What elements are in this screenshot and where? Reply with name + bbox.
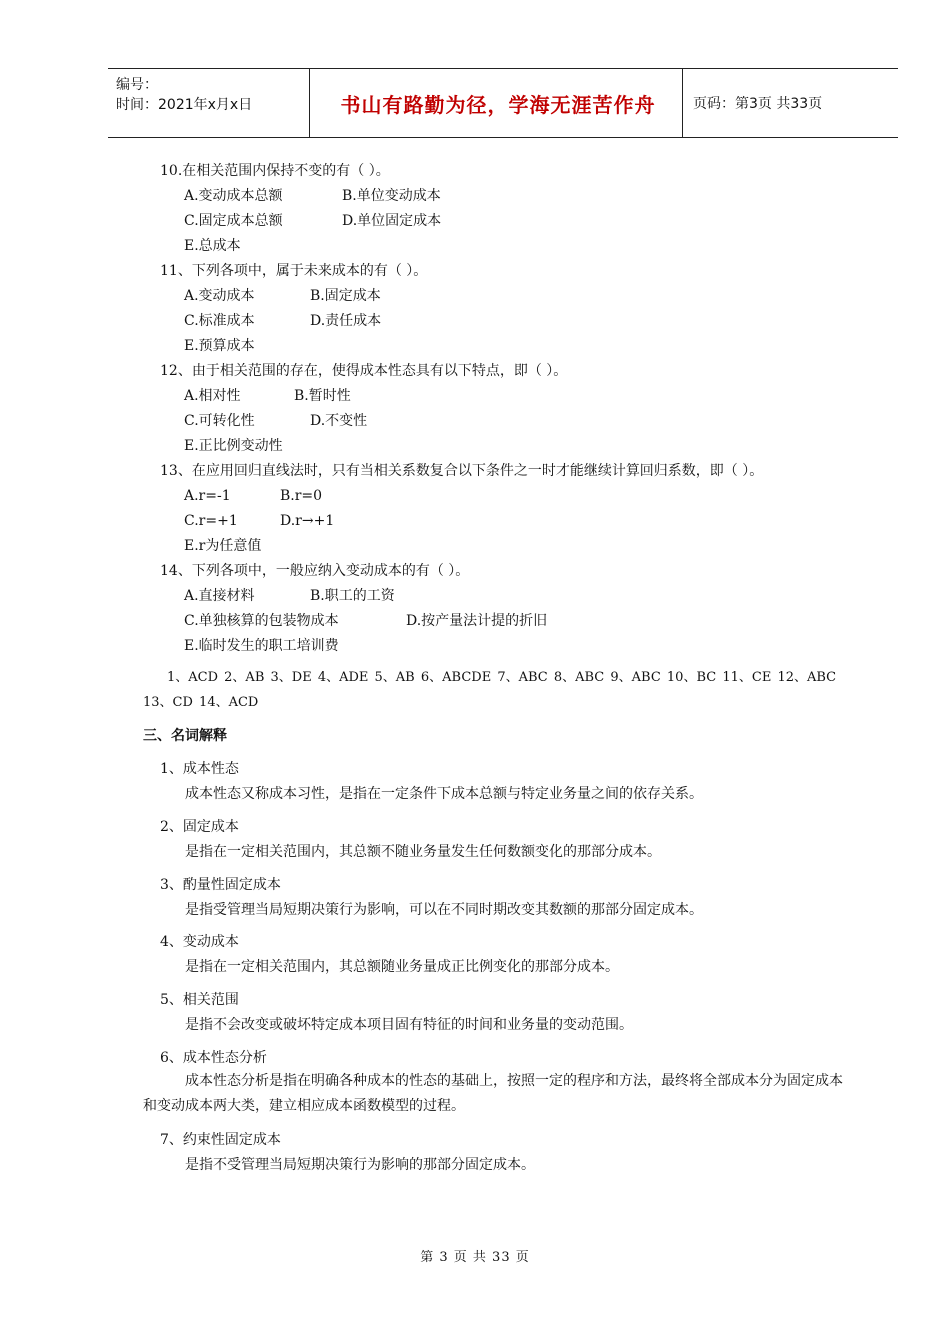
- time-label: 时间：2021年x月x日: [116, 97, 253, 113]
- question-option: E.临时发生的职工培训费: [184, 638, 339, 654]
- question-option: D.按产量法计提的折旧: [406, 613, 548, 629]
- term-definition: 是指在一定相关范围内，其总额不随业务量发生任何数额变化的那部分成本。: [185, 844, 661, 860]
- question-option: B.r=0: [280, 488, 323, 504]
- term-title: 2、固定成本: [160, 819, 239, 835]
- header-divider: [682, 69, 683, 137]
- question-stem: 10.在相关范围内保持不变的有（ ）。: [160, 163, 390, 179]
- question-stem: 14、下列各项中，一般应纳入变动成本的有（ ）。: [160, 563, 470, 579]
- question-stem: 13、在应用回归直线法时，只有当相关系数复合以下条件之一时才能继续计算回归系数，即（ ）。: [160, 463, 764, 479]
- page-footer: 第 3 页 共 33 页: [420, 1250, 530, 1265]
- answer-key: 1、ACD 2、AB 3、DE 4、ADE 5、AB 6、ABCDE 7、ABC 8、ABC 9、ABC 10、BC 11、CE 12、ABC 13、CD 14、ACD: [143, 670, 837, 710]
- question-option: C.单独核算的包装物成本: [184, 613, 339, 629]
- question-option: A.变动成本总额: [184, 188, 283, 204]
- section-title: 三、名词解释: [143, 728, 227, 744]
- question-option: C.可转化性: [184, 413, 255, 429]
- question-option: A.r=-1: [184, 488, 231, 504]
- term-definition: 成本性态又称成本习性，是指在一定条件下成本总额与特定业务量之间的依存关系。: [185, 786, 703, 802]
- page-header: [108, 68, 898, 138]
- header-meta: [116, 75, 252, 115]
- term-definition: 成本性态分析是指在明确各种成本的性态的基础上，按照一定的程序和方法，最终将全部成本分为固定成本和变动成本两大类，建立相应成本函数模型的过程。: [143, 1073, 843, 1114]
- question-option: D.单位固定成本: [342, 213, 442, 229]
- question-stem: 11、下列各项中，属于未来成本的有（ ）。: [160, 263, 428, 279]
- term-definition: 是指不会改变或破坏特定成本项目固有特征的时间和业务量的变动范围。: [185, 1017, 633, 1033]
- question-option: D.不变性: [310, 413, 368, 429]
- question-option: C.标准成本: [184, 313, 255, 329]
- header-divider: [309, 69, 310, 137]
- question-stem: 12、由于相关范围的存在，使得成本性态具有以下特点，即（ ）。: [160, 363, 568, 379]
- question-option: A.直接材料: [184, 588, 255, 604]
- question-option: E.r为任意值: [184, 538, 262, 554]
- header-page-info: 页码：第3页 共33页: [693, 96, 823, 112]
- question-option: C.r=+1: [184, 513, 238, 529]
- term-title: 7、约束性固定成本: [160, 1132, 281, 1148]
- term-definition: 是指不受管理当局短期决策行为影响的那部分固定成本。: [185, 1157, 535, 1173]
- question-option: B.单位变动成本: [342, 188, 441, 204]
- question-option: E.预算成本: [184, 338, 255, 354]
- term-title: 6、成本性态分析: [160, 1050, 267, 1066]
- question-option: D.r→+1: [280, 513, 335, 529]
- question-option: C.固定成本总额: [184, 213, 283, 229]
- term-title: 3、酌量性固定成本: [160, 877, 281, 893]
- term-title: 4、变动成本: [160, 934, 239, 950]
- term-definition: 是指受管理当局短期决策行为影响，可以在不同时期改变其数额的那部分固定成本。: [185, 902, 703, 918]
- term-title: 5、相关范围: [160, 992, 239, 1008]
- question-option: A.相对性: [184, 388, 241, 404]
- question-option: B.固定成本: [310, 288, 381, 304]
- header-motto: 书山有路勤为径，学海无涯苦作舟: [340, 92, 656, 117]
- code-label: 编号：: [116, 77, 158, 93]
- question-option: A.变动成本: [184, 288, 255, 304]
- term-definition: 是指在一定相关范围内，其总额随业务量成正比例变化的那部分成本。: [185, 959, 619, 975]
- question-option: D.责任成本: [310, 313, 382, 329]
- question-option: B.暂时性: [294, 388, 351, 404]
- term-title: 1、成本性态: [160, 761, 239, 777]
- question-option: E.正比例变动性: [184, 438, 283, 454]
- question-option: B.职工的工资: [310, 588, 395, 604]
- question-option: E.总成本: [184, 238, 241, 254]
